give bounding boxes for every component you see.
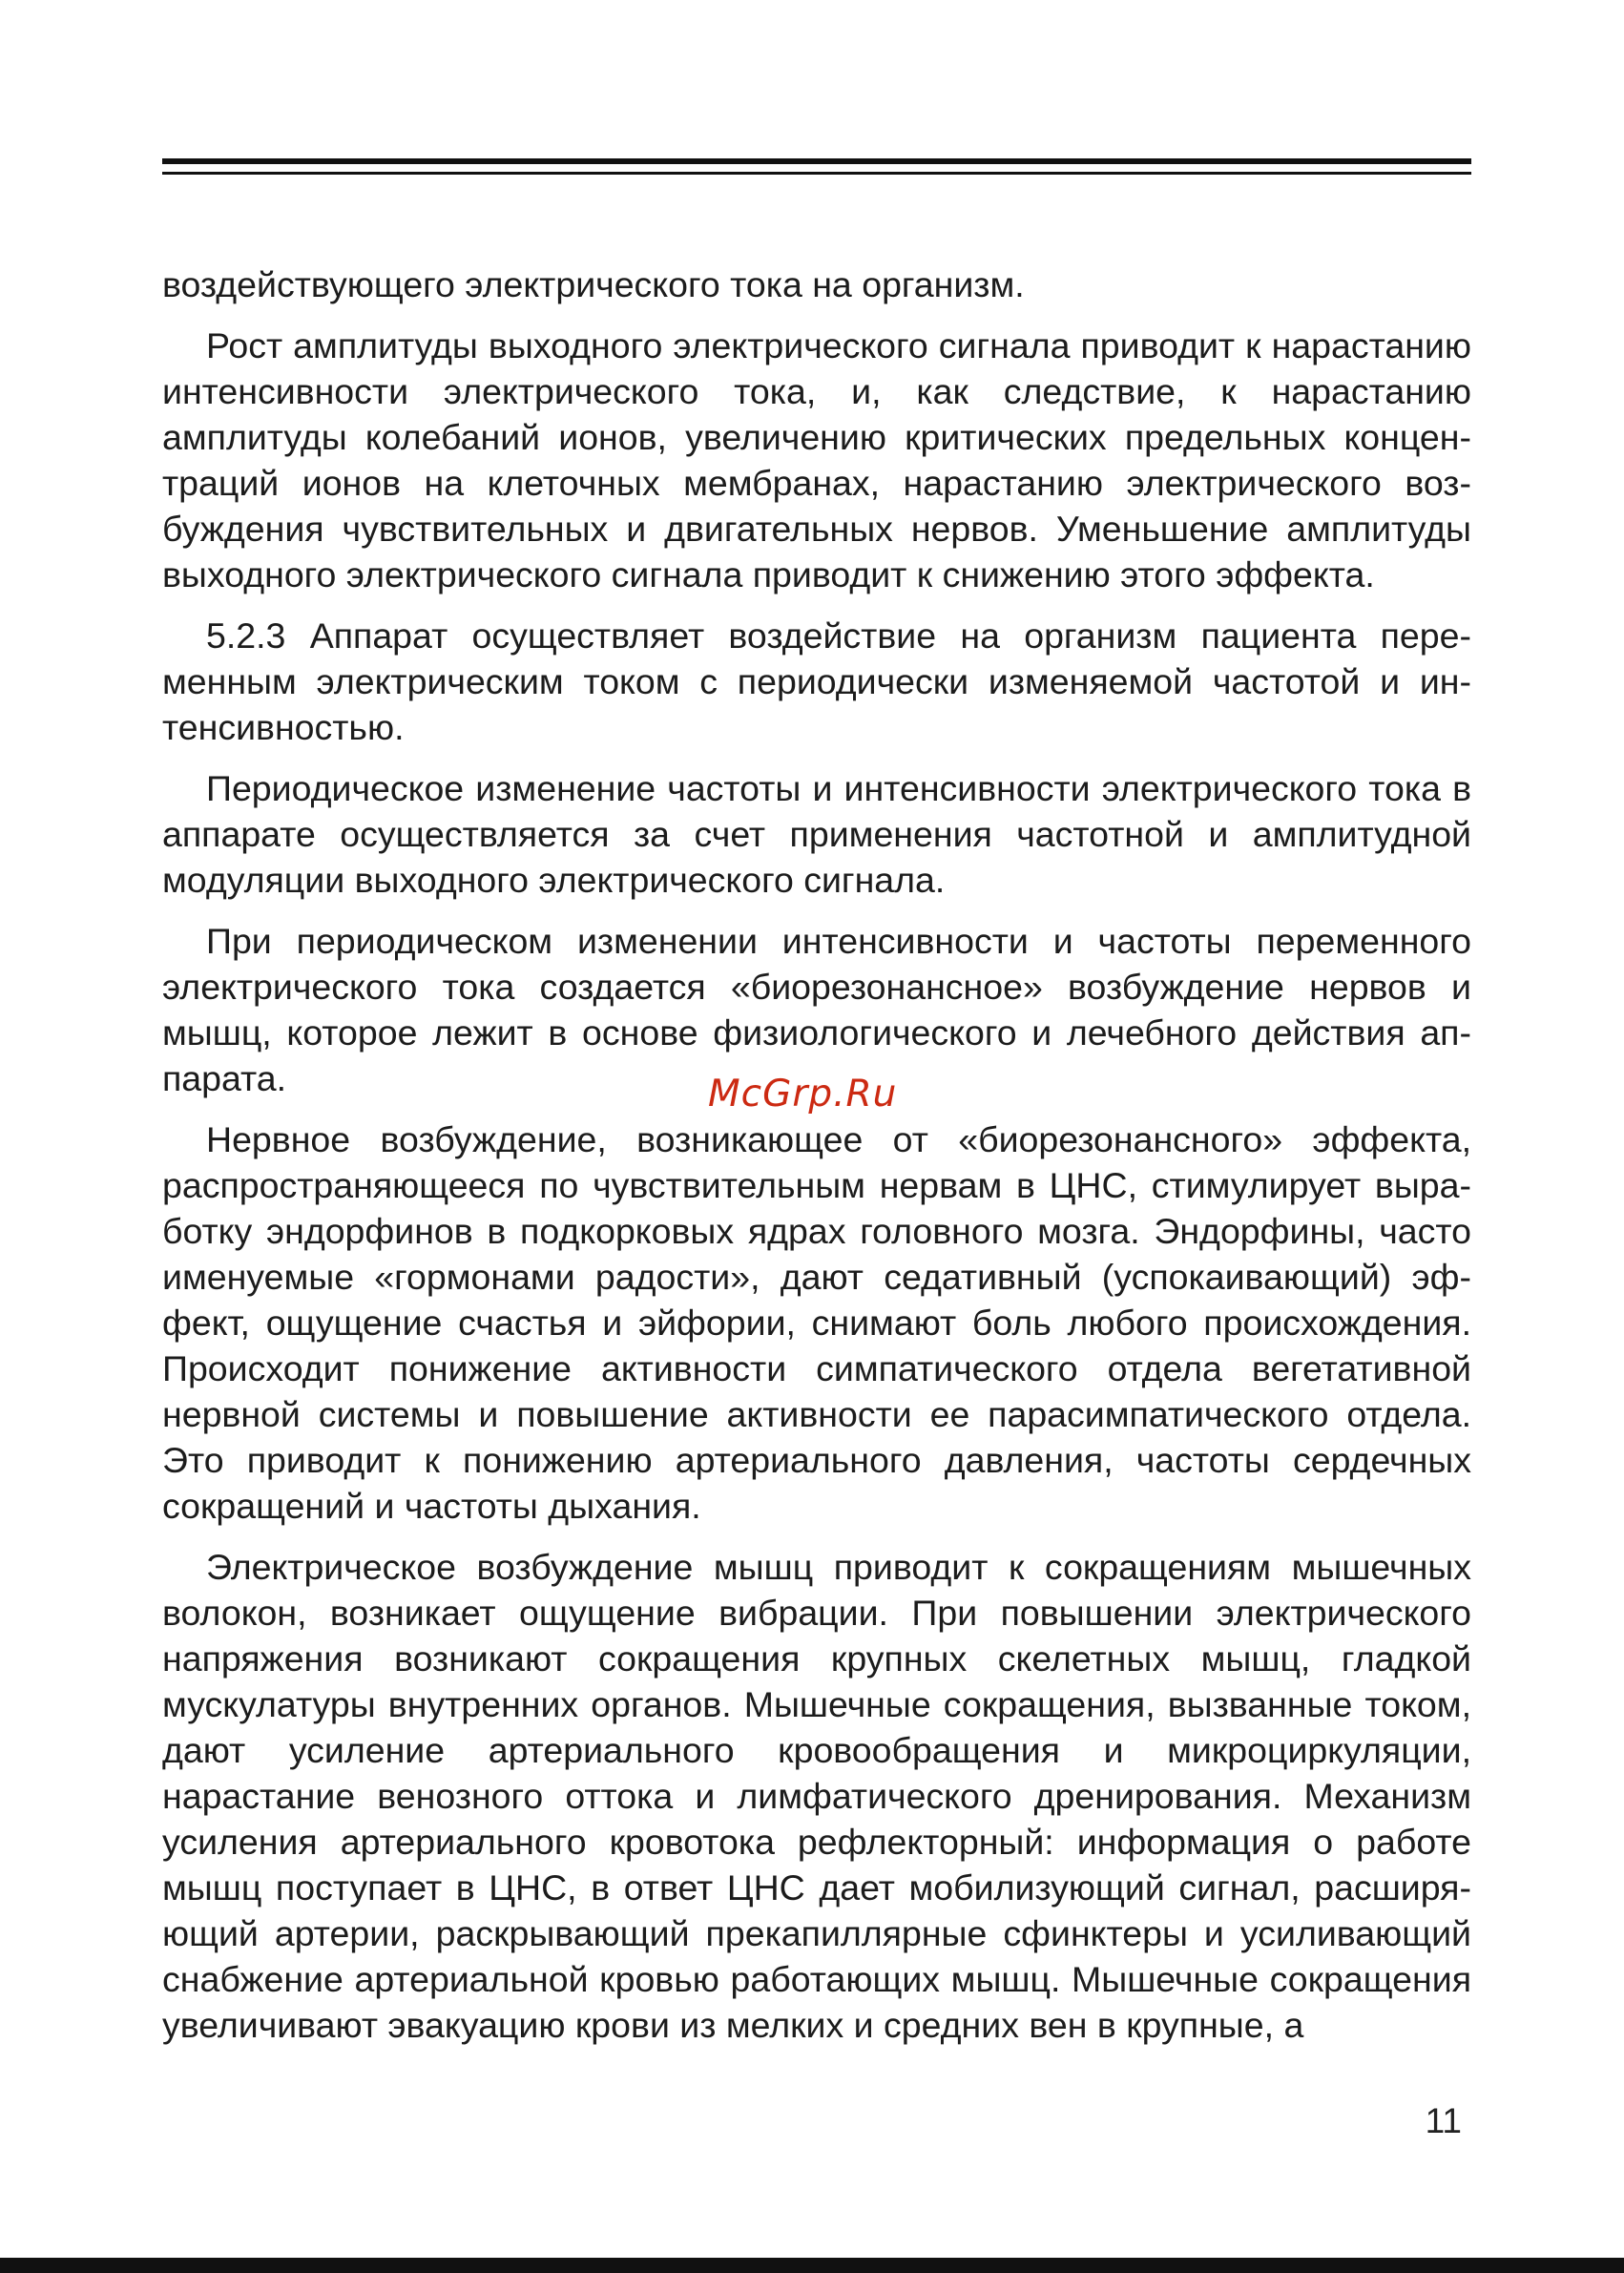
header-rule-thin [162,172,1471,175]
paragraph-section-5-2-3: 5.2.3 Аппарат осуществляет воздействие на организм пациента переменным электрическим током с периодически изменяемой частотой и интенсивностью. [162,615,1471,747]
header-rule-thick [162,158,1471,164]
page-number: 11 [1425,2101,1462,2140]
paragraph-muscle-excitation: Электрическое возбуждение мышц приводит к сокращениям мышечных волокон, возникает ощущение вибрации. При повышении электрического напряжения возникают сокращения крупных скелетных мышц, гладкой мускулатуры внутренних органов. Мышечные сокращения, вызванные током, дают усиление артериального кровообращения и микроциркуляции, нарастание венозного оттока и лимфатического дренирования. Механизм усиления артериального кровотока рефлекторный: информация о работе мышц поступает в ЦНС, в ответ ЦНС дает мобилизующий сигнал, расширяющий артерии, раскрывающий прекапиллярные сфинктеры и усиливающий снабжение артериальной кровью работающих мышц. Мышечные сокращения увеличивают эвакуацию крови из мелких и средних вен в крупные, а [162,1547,1471,2045]
paragraph-amplitude-growth: Рост амплитуды выходного электрического сигнала приводит к нарастанию интенсивности электрического тока, и, как следствие, к нарастанию амплитуды колебаний ионов, увеличению критических предельных концентраций ионов на клеточных мембранах, нарастанию электрического возбуждения чувствительных и двигательных нервов. Уменьшение амплитуды выходного электрического сигнала приводит к снижению этого эффекта. [162,325,1471,594]
watermark-logo: McGrp.Ru [708,1073,898,1116]
body-text [162,261,1471,2063]
paragraph-nerve-excitation: Нервное возбуждение, возникающее от «биорезонансного» эффекта, распространяющееся по чувствительным нервам в ЦНС, стимулирует выработку эндорфинов в подкорковых ядрах головного мозга. Эндорфины, часто именуемые «гормонами радости», дают седативный (успокаивающий) эффект, ощущение счастья и эйфории, снимают боль любого происхождения. Происходит понижение активности симпатического отдела вегетативной нервной системы и повышение активности ее парасимпатического отдела. Это приводит к понижению артериального давления, частоты сердечных сокращений и частоты дыхания. [162,1119,1471,1526]
scan-bottom-edge [0,2258,1624,2273]
paragraph-modulation: Периодическое изменение частоты и интенсивности электрического тока в аппарате осуществляется за счет применения частотной и амплитудной модуляции выходного электрического сигнала. [162,768,1471,900]
paragraph-continuation: воздействующего электрического тока на организм. [162,264,1025,304]
paragraph-bioresonance: При периодическом изменении интенсивности и частоты переменного электрического тока создается «биорезонансное» возбуждение нервов и мышц, которое лежит в основе физиологического и лечебного действия аппарата. [162,921,1471,1098]
